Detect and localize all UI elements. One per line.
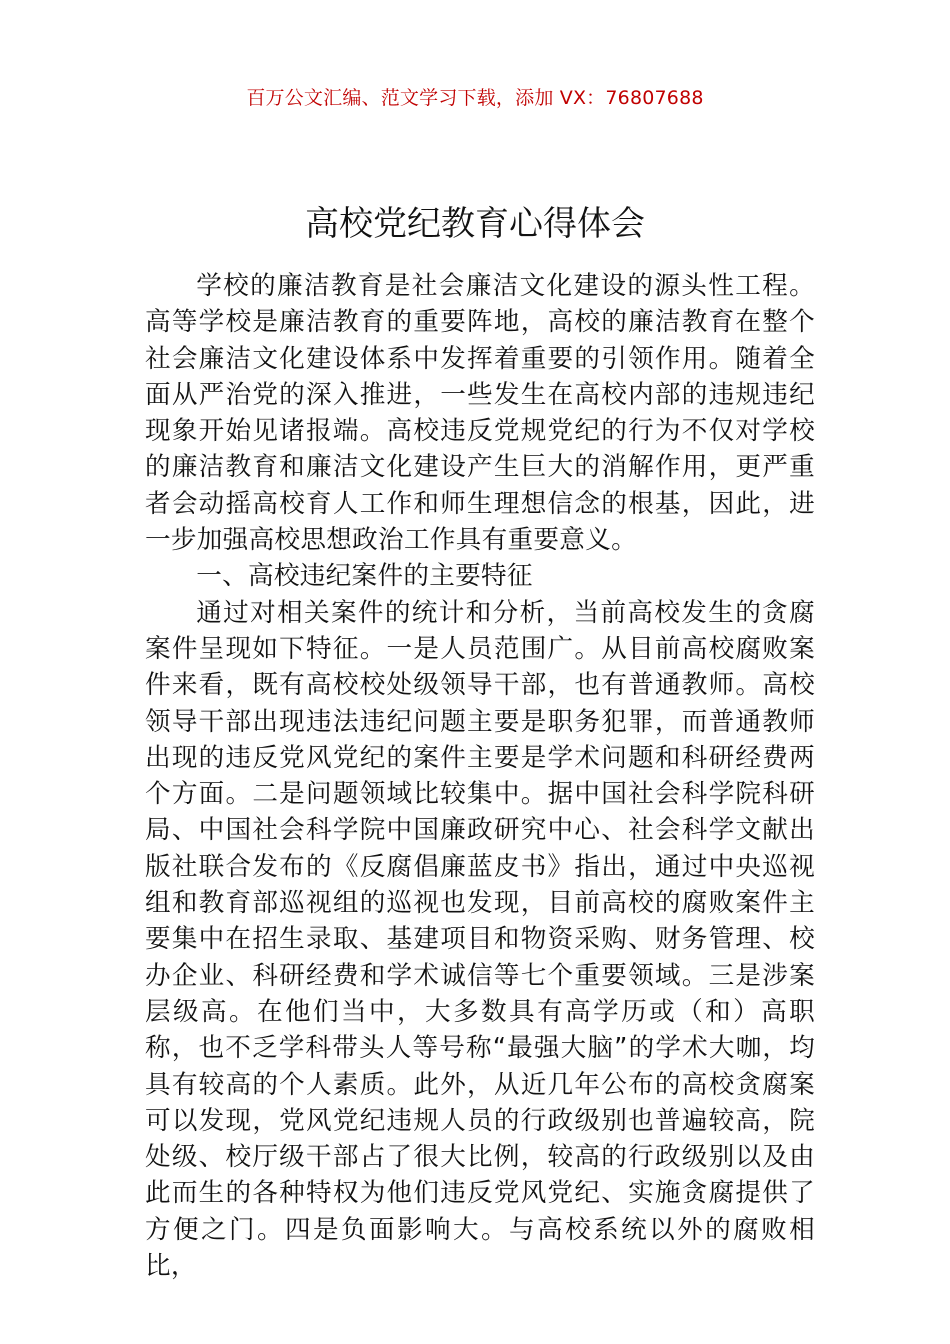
document-body — [145, 268, 815, 1284]
document-title: 高校党纪教育心得体会 — [305, 203, 645, 244]
section-heading: 一、高校违纪案件的主要特征 — [196, 561, 533, 592]
paragraph-intro: 学校的廉洁教育是社会廉洁文化建设的源头性工程。高等学校是廉洁教育的重要阵地，高校的廉洁教育在整个社会廉洁文化建设体系中发挥着重要的引领作用。随着全面从严治党的深入推进，一些发生在高校内部的违规违纪现象开始见诸报端。高校违反党规党纪的行为不仅对学校的廉洁教育和廉洁文化建设产生巨大的消解作用，更严重者会动摇高校育人工作和师生理想信念的根基，因此，进一步加强高校思想政治工作具有重要意义。 — [145, 271, 815, 556]
header-note: 百万公文汇编、范文学习下载，添加 VX：76807688 — [246, 87, 704, 109]
paragraph-features: 通过对相关案件的统计和分析，当前高校发生的贪腐案件呈现如下特征。一是人员范围广。从目前高校腐败案件来看，既有高校校处级领导干部，也有普通教师。高校领导干部出现违法违纪问题主要是职务犯罪，而普通教师出现的违反党风党纪的案件主要是学术问题和科研经费两个方面。二是问题领域比较集中。据中国社会科学院科研局、中国社会科学院中国廉政研究中心、社会科学文献出版社联合发布的《反腐倡廉蓝皮书》指出，通过中央巡视组和教育部巡视组的巡视也发现，目前高校的腐败案件主要集中在招生录取、基建项目和物资采购、财务管理、校办企业、科研经费和学术诚信等七个重要领域。三是涉案层级高。在他们当中，大多数具有高学历或（和）高职称，也不乏学科带头人等号称“最强大脑”的学术大咖，均具有较高的个人素质。此外，从近几年公布的高校贪腐案可以发现，党风党纪违规人员的行政级别也普遍较高，院处级、校厅级干部占了很大比例，较高的行政级别以及由此而生的各种特权为他们违反党风党纪、实施贪腐提供了方便之门。四是负面影响大。与高校系统以外的腐败相比， — [145, 597, 815, 1282]
